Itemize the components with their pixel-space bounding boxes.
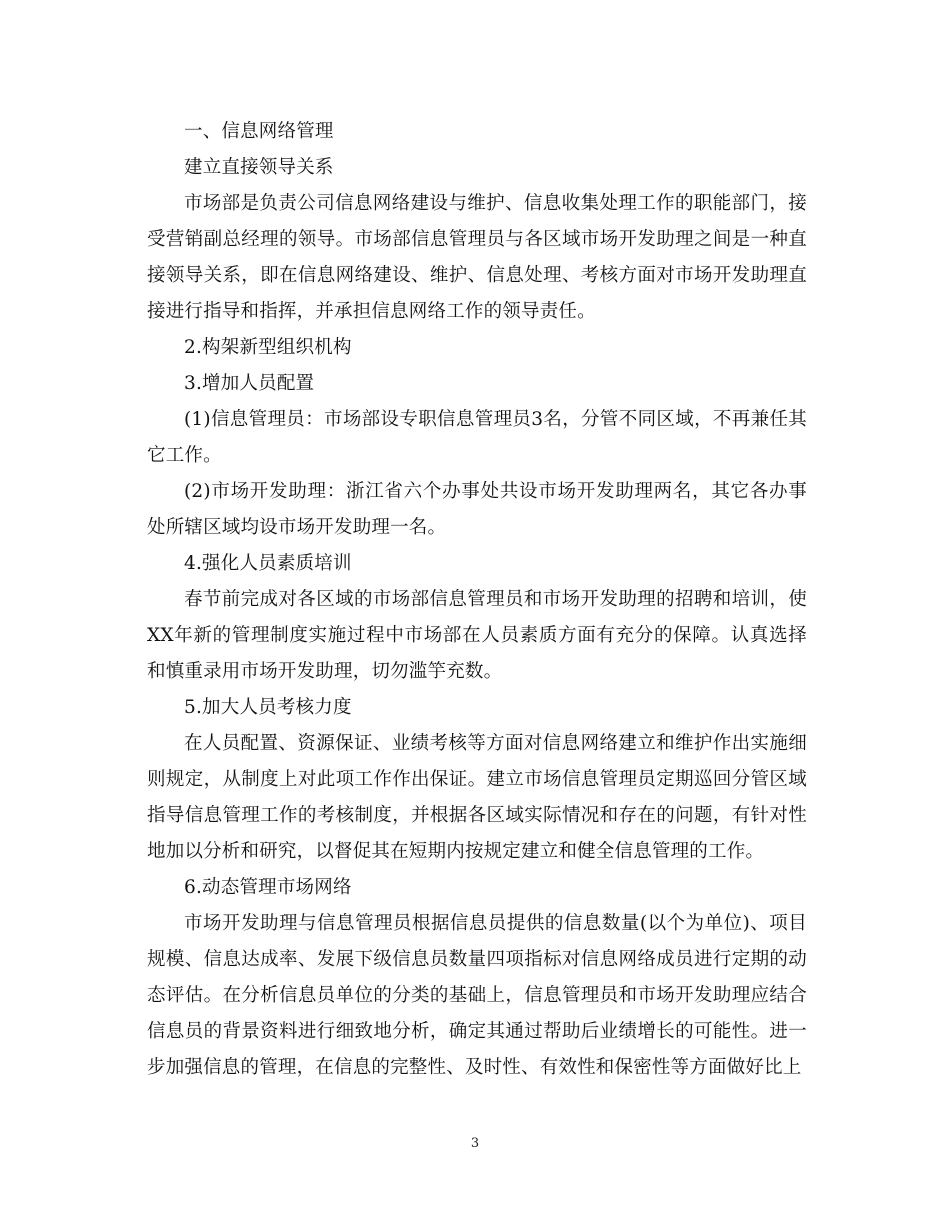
subheading-leadership: 建立直接领导关系	[184, 157, 334, 178]
paragraph-info-manager: (1)信息管理员：市场部设专职信息管理员3名，分管不同区域，不再兼任其它工作。	[147, 409, 807, 466]
document-body	[147, 114, 807, 1086]
paragraph-dynamic-management: 市场开发助理与信息管理员根据信息员提供的信息数量(以个为单位)、项目规模、信息达成率、发展下级信息员数量四项指标对信息网络成员进行定期的动态评估。在分析信息员单位的分类的基础上，信息管理员和市场开发助理应结合信息员的背景资料进行细致地分析，确定其通过帮助后业绩增长的可能性。进一步加强信息的管理，在信息的完整性、及时性、有效性和保密性等方面做好比上	[147, 913, 807, 1078]
paragraph-training: 春节前完成对各区域的市场部信息管理员和市场开发助理的招聘和培训，使XX年新的管理制度实施过程中市场部在人员素质方面有充分的保障。认真选择和慎重录用市场开发助理，切勿滥竽充数。	[147, 589, 807, 682]
page-number: 3	[470, 1136, 480, 1151]
paragraph-market-assistant: (2)市场开发助理：浙江省六个办事处共设市场开发助理两名，其它各办事处所辖区域均设市场开发助理一名。	[147, 481, 807, 538]
paragraph-assessment: 在人员配置、资源保证、业绩考核等方面对信息网络建立和维护作出实施细则规定，从制度上对此项工作作出保证。建立市场信息管理员定期巡回分管区域指导信息管理工作的考核制度，并根据各区域实际情况和存在的问题，有针对性地加以分析和研究，以督促其在短期内按规定建立和健全信息管理的工作。	[147, 733, 807, 862]
subheading-training: 4.强化人员素质培训	[184, 553, 352, 574]
paragraph-market-dept: 市场部是负责公司信息网络建设与维护、信息收集处理工作的职能部门，接受营销副总经理的领导。市场部信息管理员与各区域市场开发助理之间是一种直接领导关系，即在信息网络建设、维护、信息处理、考核方面对市场开发助理直接进行指导和指挥，并承担信息网络工作的领导责任。	[147, 193, 807, 322]
subheading-organization: 2.构架新型组织机构	[184, 337, 352, 358]
subheading-dynamic-management: 6.动态管理市场网络	[184, 877, 352, 898]
subheading-staffing: 3.增加人员配置	[184, 373, 315, 394]
subheading-assessment: 5.加大人员考核力度	[184, 697, 352, 718]
section-heading-info-network: 一、信息网络管理	[184, 121, 334, 142]
